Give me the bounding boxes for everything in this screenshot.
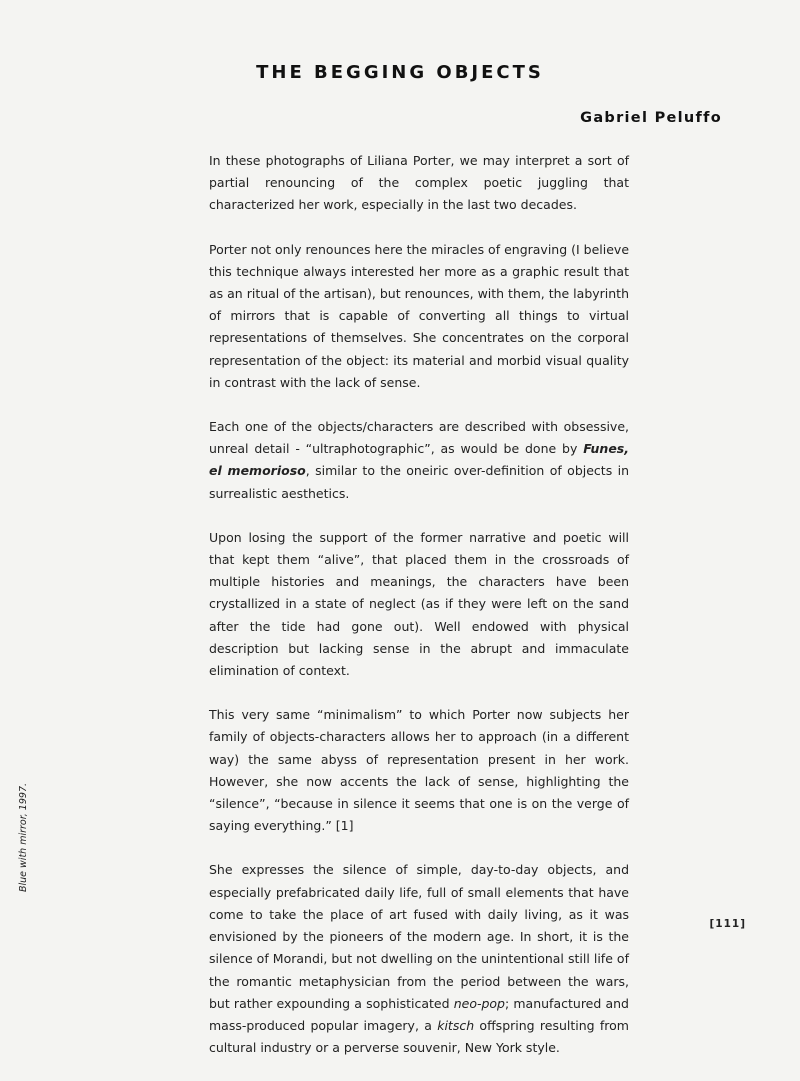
page-title: THE BEGGING OBJECTS <box>256 62 544 83</box>
paragraph-6-part-2: ; manufactured and mass-produced popular imagery, a <box>209 995 629 1033</box>
paragraph-5: This very same “minimalism” to which Porter now subjects her family of objects-characters allows her to approach (in a different way) the same abyss of representation present in her work. However, she now accents the lack of sense, highlighting the “silence”, “because in silence it seems that one is on the verge of saying everything.” [1] <box>209 707 629 834</box>
book-title-emphasis: Funes, el memorioso <box>209 441 629 479</box>
paragraph-6-part-1: She expresses the silence of simple, day-to-day objects, and especially prefabricated daily life, full of small elements that have come to take the place of art fused with daily living, as it was envisioned by the pioneers of the modern age. In short, it is the silence of Morandi, but not dwelling on the unintentional still life of the romantic metaphysician from the period between the wars, but rather expounding a sophisticated <box>209 862 629 1011</box>
kitsch-emphasis: kitsch <box>437 1017 475 1033</box>
paragraph-3-text-after: , similar to the oneiric over-definition of objects in surrealistic aesthetics. <box>209 463 629 501</box>
paragraph-3-text-before: Each one of the objects/characters are described with obsessive, unreal detail - “ultraphotographic”, as would be done by <box>209 419 629 457</box>
page-number: [111] <box>709 918 746 930</box>
image-caption: Blue with mirror, 1997. <box>18 782 29 892</box>
author-name: Gabriel Peluffo <box>580 110 722 126</box>
article-body <box>209 150 629 1081</box>
paragraph-6-part-3: offspring resulting from cultural industry or a perverse souvenir, New York style. <box>209 1017 629 1056</box>
neo-pop-emphasis: neo-pop <box>453 995 505 1011</box>
paragraph-4: Upon losing the support of the former narrative and poetic will that kept them “alive”, that placed them in the crossroads of multiple histories and meanings, the characters have been crystallized in a state of neglect (as if they were left on the sand after the tide had gone out). Well endowed with physical description but lacking sense in the abrupt and immaculate elimination of context. <box>209 529 629 679</box>
paragraph-3 <box>209 416 629 505</box>
paragraph-2: Porter not only renounces here the miracles of engraving (I believe this technique always interested her more as a graphic result that as an ritual of the artisan), but renounces, with them, the labyrinth of mirrors that is capable of converting all things to virtual representations of themselves. She concentrates on the corporal representation of the object: its material and morbid visual quality in contrast with the lack of sense. <box>209 241 630 390</box>
paragraph-1: In these photographs of Liliana Porter, we may interpret a sort of partial renouncing of the complex poetic juggling that characterized her work, especially in the last two decades. <box>209 153 629 213</box>
paragraph-6 <box>209 859 629 1059</box>
